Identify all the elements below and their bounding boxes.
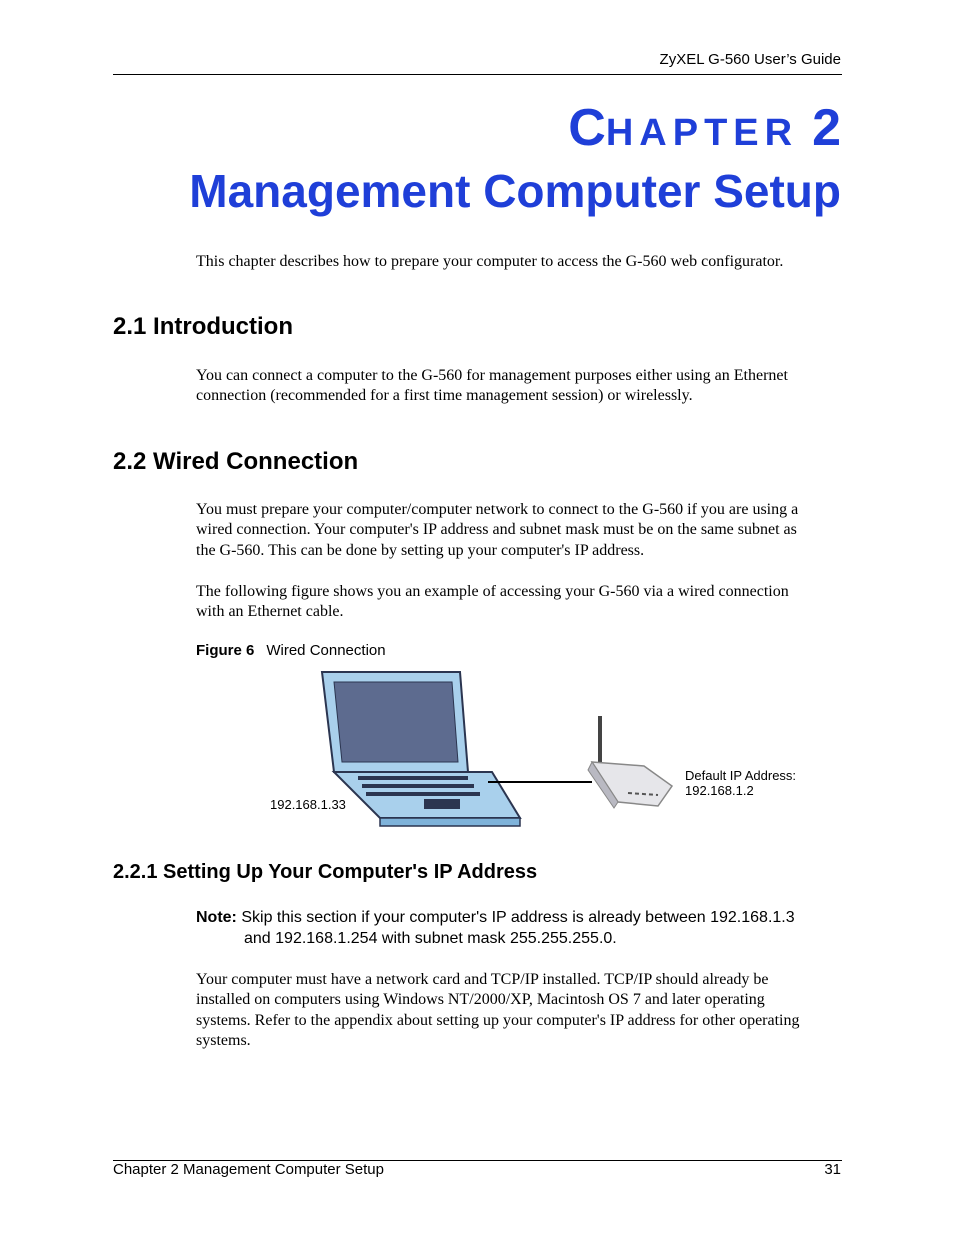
router-label-ip: 192.168.1.2 — [685, 783, 754, 798]
router-label-title: Default IP Address: — [685, 768, 797, 783]
router-icon — [588, 716, 672, 808]
laptop-ip-label: 192.168.1.33 — [270, 797, 346, 812]
note-text: Skip this section if your computer's IP address is already between 192.168.1.3 — [241, 909, 795, 926]
figure-caption — [196, 642, 386, 659]
wired-connection-paragraph-2 — [196, 582, 844, 623]
ip-setup-paragraph — [196, 970, 844, 1052]
text-line: wired connection. Your computer's IP address and subnet mask must be on the same subnet as — [196, 521, 797, 539]
chapter-label-initial: C — [568, 99, 606, 157]
text-line: the G-560. This can be done by setting up your computer's IP address. — [196, 541, 645, 559]
text-line: The following figure shows you an example of accessing your G-560 via a wired connection — [196, 583, 789, 600]
figure-title: Wired Connection — [266, 642, 386, 659]
chapter-label — [568, 98, 841, 158]
chapter-number: 2 — [812, 99, 841, 157]
subsection-heading-ip-address: 2.2.1 Setting Up Your Computer's IP Address — [113, 861, 538, 883]
section-heading-wired-connection: 2.2 Wired Connection — [113, 448, 359, 475]
introduction-paragraph — [196, 366, 844, 407]
text-line: You can connect a computer to the G-560 for management purposes either using an Ethernet — [196, 367, 788, 384]
chapter-intro: This chapter describes how to prepare your computer to access the G-560 web configurator. — [196, 253, 784, 270]
router-ip-label — [685, 768, 796, 798]
note-line-2: and 192.168.1.254 with subnet mask 255.255.255.0. — [244, 930, 617, 947]
wired-connection-paragraph-1 — [196, 500, 844, 561]
figure-number: Figure 6 — [196, 642, 255, 659]
text-line: You must prepare your computer/computer network to connect to the G-560 if you are using a — [196, 501, 799, 518]
laptop-icon — [322, 672, 520, 826]
text-line: systems. — [196, 1032, 251, 1050]
running-header: ZyXEL G-560 User’s Guide — [659, 51, 841, 68]
note-line-1 — [196, 907, 846, 928]
text-line: Your computer must have a network card and TCP/IP installed. TCP/IP should already be — [196, 971, 769, 988]
chapter-label-rest: HAPTER — [605, 112, 799, 154]
header-rule — [113, 74, 842, 75]
note-label: Note: — [196, 909, 237, 926]
wired-connection-diagram — [262, 668, 822, 833]
text-line: installed on computers using Windows NT/2000/XP, Macintosh OS 7 and later operating — [196, 991, 765, 1009]
text-line: systems. Refer to the appendix about setting up your computer's IP address for other operating — [196, 1011, 800, 1029]
text-line: with an Ethernet cable. — [196, 603, 344, 621]
note-block — [196, 907, 846, 949]
running-footer: Chapter 2 Management Computer Setup — [113, 1161, 384, 1178]
page-number: 31 — [824, 1161, 841, 1178]
section-heading-introduction: 2.1 Introduction — [113, 313, 293, 340]
chapter-title: Management Computer Setup — [189, 165, 841, 217]
text-line: connection (recommended for a first time management session) or wirelessly. — [196, 387, 693, 405]
